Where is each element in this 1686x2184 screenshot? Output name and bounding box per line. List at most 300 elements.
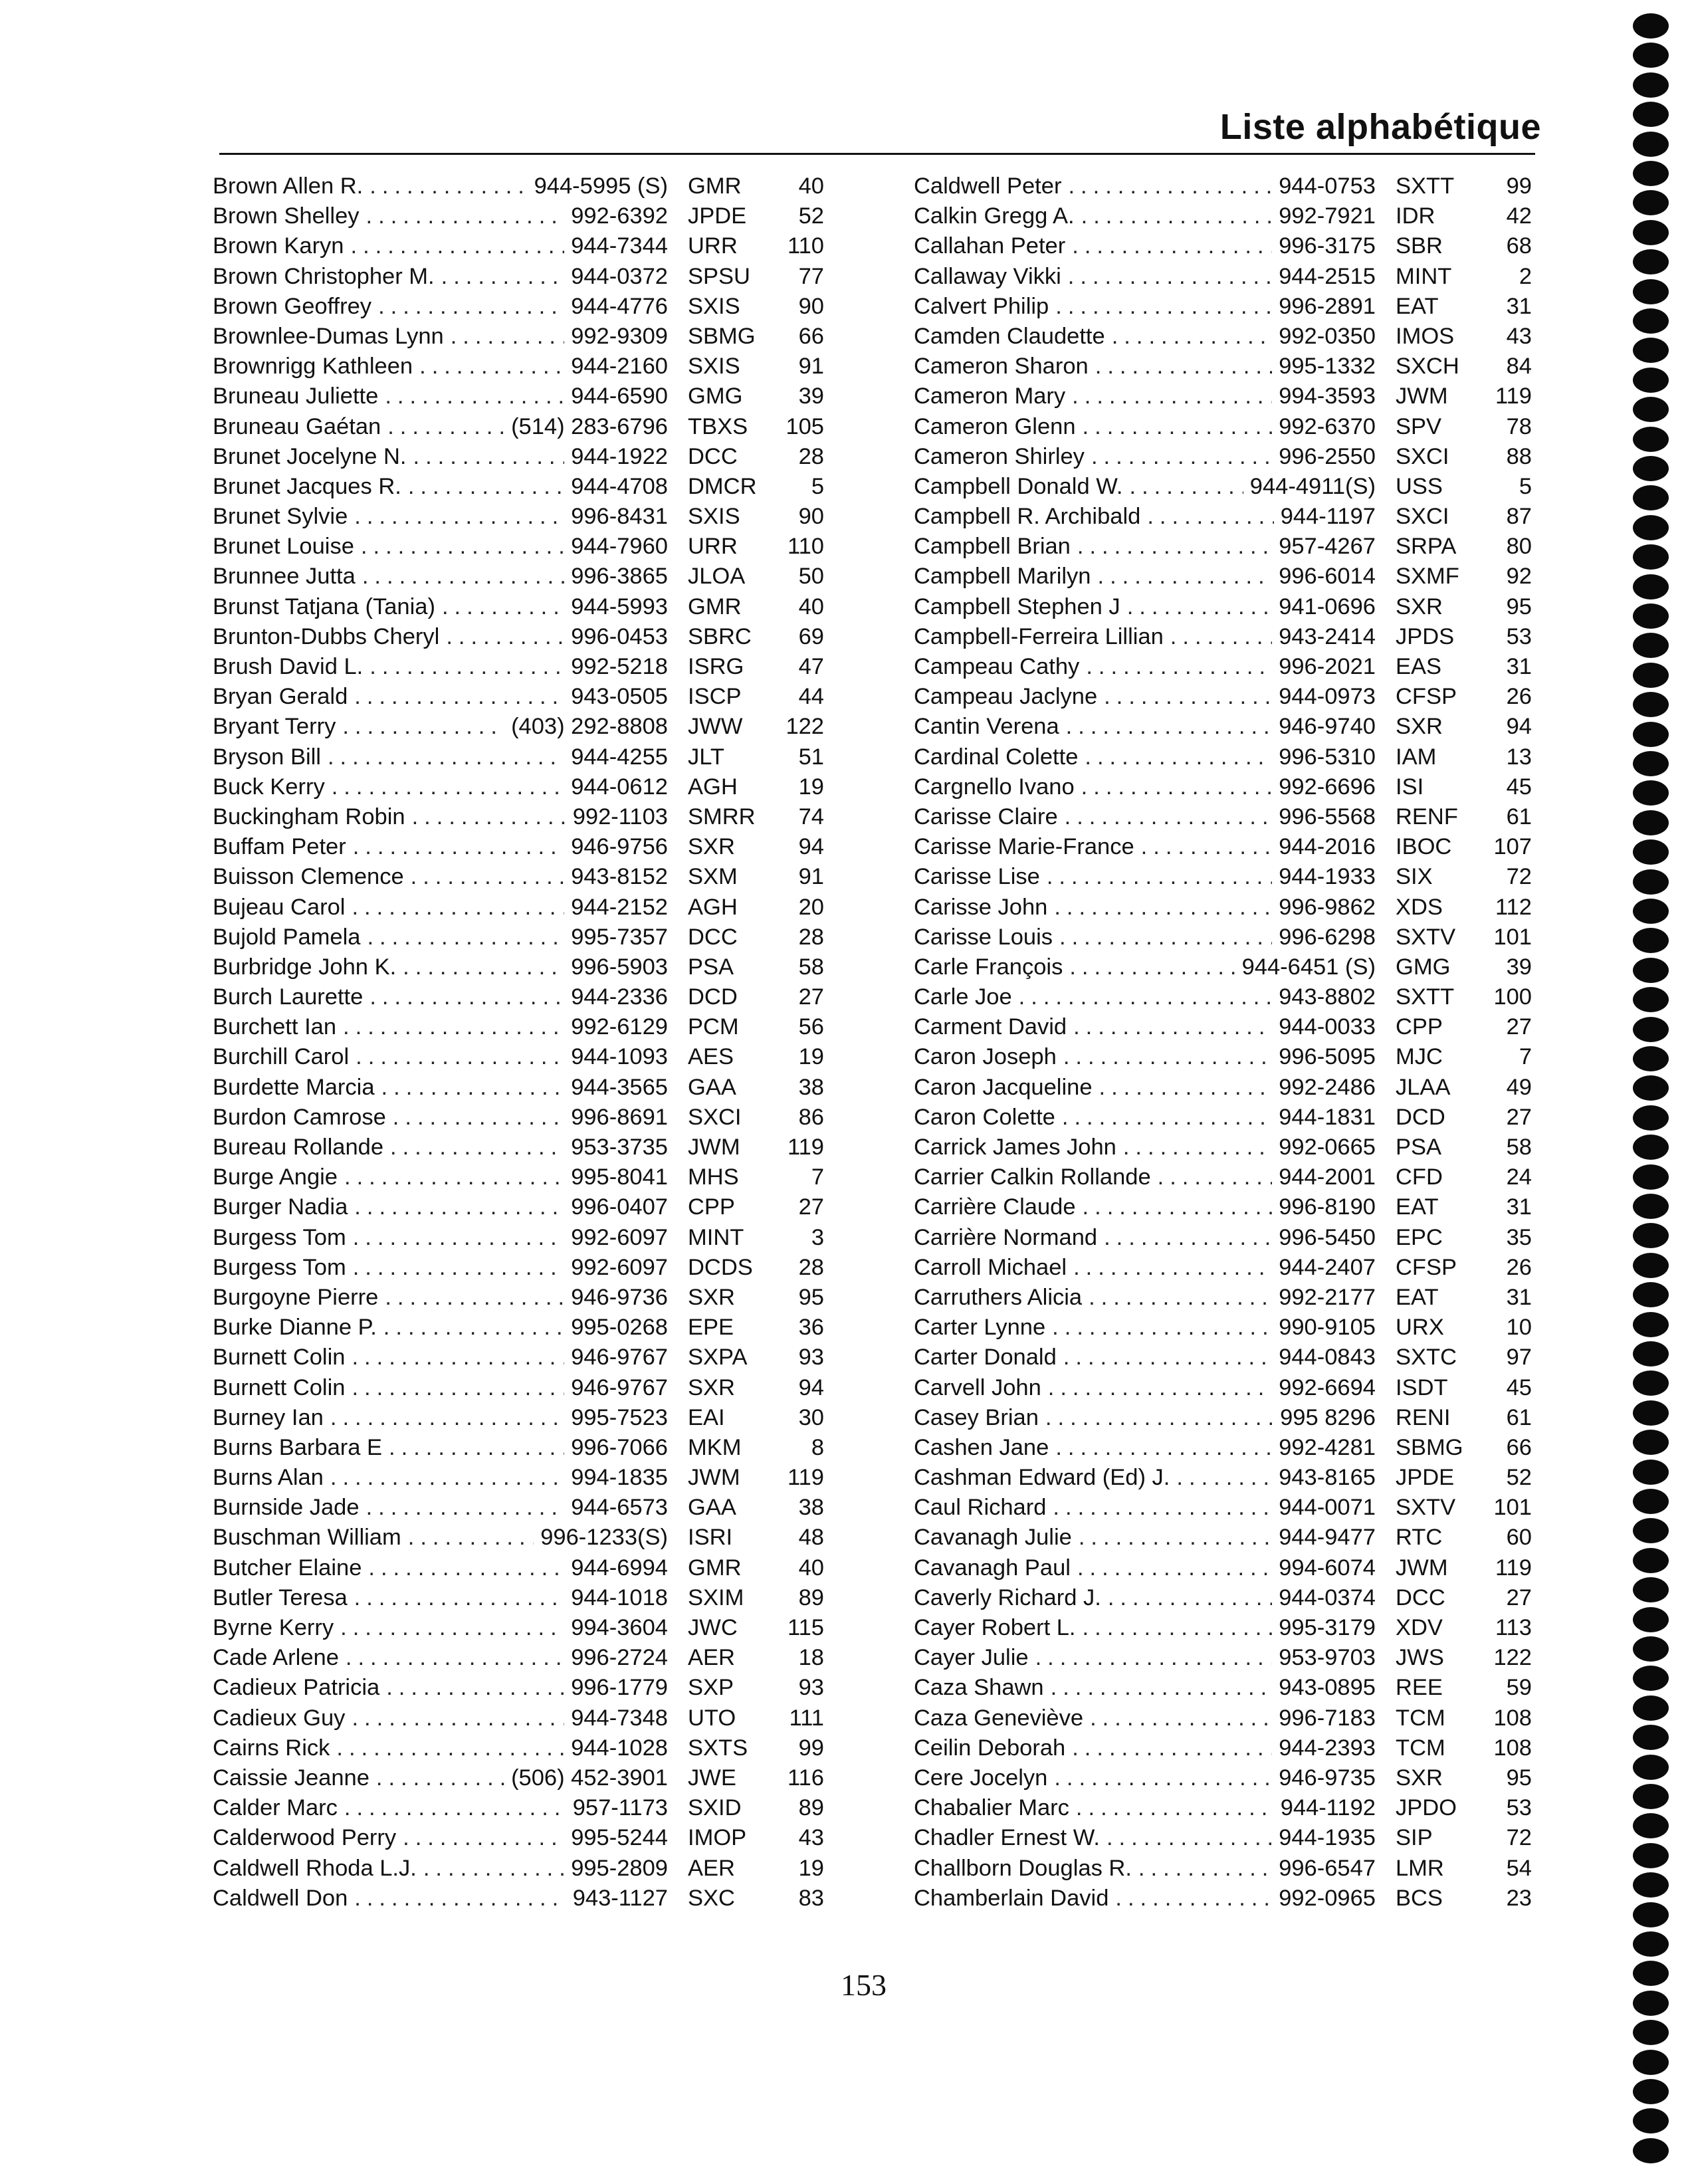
entry-name: Bureau Rollande [213,1135,384,1160]
entry-number: 38 [798,1495,824,1521]
entry-name: Brush David L. [213,654,364,679]
directory-entry [914,201,1532,231]
dot-leader [1091,442,1272,472]
entry-code: JLT [688,744,724,770]
entry-name: Camden Claudette [914,323,1105,349]
binding-hole [1633,1577,1669,1602]
entry-phone: 992-0965 [1279,1885,1376,1911]
dot-leader [1099,1073,1273,1103]
entry-code: URR [688,534,738,560]
entry-name: Burgess Tom [213,1254,346,1280]
entry-name: Brunnee Jutta [213,564,356,590]
binding-hole [1633,899,1669,924]
entry-number: 60 [1506,1525,1532,1551]
directory-entry [914,1433,1532,1463]
dot-leader [1048,1373,1272,1403]
directory-entry [914,1253,1532,1283]
entry-number: 68 [1506,233,1532,259]
entry-number: 36 [798,1315,824,1341]
entry-phone: 996-6547 [1279,1855,1376,1881]
directory-entry [914,1403,1532,1433]
entry-name: Calkin Gregg A. [914,203,1075,229]
entry-name: Callahan Peter [914,233,1066,259]
entry-name: Callaway Vikki [914,263,1061,289]
entry-code: AER [688,1645,735,1671]
entry-name: Carter Donald [914,1345,1057,1370]
binding-hole [1633,839,1669,865]
entry-name: Casey Brian [914,1404,1039,1430]
entry-name: Carisse Marie-France [914,834,1134,860]
entry-number: 58 [1506,1135,1532,1160]
entry-name: Buffam Peter [213,834,346,860]
directory-entry [914,382,1532,411]
entry-name: Burnett Colin [213,1374,346,1400]
entry-phone: 944-2016 [1279,834,1376,860]
entry-phone: 995-7523 [571,1404,668,1430]
directory-entry [213,1673,824,1703]
directory-entry [914,862,1532,892]
dot-leader [343,1012,564,1042]
entry-phone: 996-8431 [571,504,668,530]
directory-entry [213,1373,824,1403]
dot-leader [332,772,564,802]
directory-entry [914,622,1532,652]
entry-phone: 995-5244 [571,1825,668,1851]
entry-name: Burnett Colin [213,1345,346,1370]
dot-leader [441,262,565,292]
entry-number: 3 [811,1224,824,1250]
entry-code: DCC [688,443,738,469]
binding-hole [1633,1518,1669,1543]
binding-hole [1633,1666,1669,1691]
spiral-binding [1633,13,1671,2167]
entry-code: SXMF [1396,564,1459,590]
directory-entry [213,1613,824,1643]
directory-entry [914,1493,1532,1523]
entry-phone: 996-0407 [571,1194,668,1220]
dot-leader [423,1854,564,1884]
directory-entry [213,1192,824,1222]
entry-phone: 996-0453 [571,623,668,649]
dot-leader [1123,1133,1272,1162]
directory-entry [213,1162,824,1192]
dot-leader [354,502,564,532]
entry-code: SBMG [1396,1434,1463,1460]
entry-name: Chabalier Marc [914,1795,1069,1821]
binding-hole [1633,220,1669,245]
entry-number: 95 [1506,594,1532,619]
entry-number: 91 [798,864,824,890]
entry-code: SPV [1396,413,1442,439]
entry-code: JWW [688,714,743,740]
entry-phone: 996-8691 [571,1104,668,1130]
entry-number: 66 [798,323,824,349]
entry-phone: 992-6097 [571,1254,668,1280]
entry-phone: 944-7344 [571,233,668,259]
entry-number: 100 [1493,984,1532,1010]
dot-leader [1055,292,1272,322]
directory-entry [914,1823,1532,1853]
directory-entry [914,1343,1532,1372]
binding-hole [1633,780,1669,806]
entry-code: GMG [1396,954,1451,980]
entry-number: 88 [1506,443,1532,469]
entry-code: SXP [688,1675,734,1701]
directory-entry [914,1373,1532,1403]
entry-phone: 943-2414 [1279,623,1376,649]
binding-hole [1633,515,1669,540]
entry-name: Cayer Robert L. [914,1615,1076,1640]
entry-phone: 957-4267 [1279,534,1376,560]
entry-phone: 946-9767 [571,1345,668,1370]
entry-name: Buschman William [213,1525,401,1551]
entry-code: SXPA [688,1345,748,1370]
dot-leader [354,1884,566,1913]
binding-hole [1633,544,1669,570]
entry-name: Brown Allen R. [213,173,364,199]
binding-hole [1633,1636,1669,1662]
entry-name: Butcher Elaine [213,1555,362,1581]
entry-phone: 944-0753 [1279,173,1376,199]
entry-phone: 996-5095 [1279,1044,1376,1070]
entry-code: URR [688,233,738,259]
entry-code: SXTT [1396,173,1455,199]
entry-phone: 992-6696 [1279,774,1376,800]
entry-phone: 944-2336 [571,984,668,1010]
directory-entry [213,592,824,622]
dot-leader [344,1793,566,1823]
entry-name: Cavanagh Julie [914,1525,1072,1551]
dot-leader [1083,412,1273,442]
entry-number: 77 [798,263,824,289]
entry-code: JPDS [1396,623,1455,649]
entry-phone: 944-6590 [571,383,668,409]
dot-leader [366,201,565,231]
directory-entry [213,1073,824,1103]
directory-entry [213,1523,824,1553]
entry-code: AES [688,1044,734,1070]
directory-entry [213,1133,824,1162]
directory-entry [914,923,1532,952]
dot-leader [419,352,564,382]
entry-phone: 996-5310 [1279,744,1376,770]
directory-entry [213,412,824,442]
entry-code: DCC [1396,1584,1445,1610]
entry-number: 122 [1493,1645,1532,1671]
binding-hole [1633,1548,1669,1573]
entry-code: CFD [1396,1164,1443,1190]
binding-hole [1633,427,1669,452]
dot-leader [408,1523,534,1553]
directory-entry [914,1012,1532,1042]
directory-entry [914,1884,1532,1913]
entry-name: Cameron Sharon [914,354,1089,380]
directory-entry [213,1343,824,1372]
entry-name: Burnside Jade [213,1495,360,1521]
dot-leader [1059,923,1272,952]
dot-leader [346,1643,564,1673]
binding-hole [1633,1400,1669,1426]
entry-code: JPDE [1396,1465,1455,1491]
entry-number: 97 [1506,1345,1532,1370]
directory-entry [213,231,824,261]
entry-name: Campeau Cathy [914,654,1080,679]
entry-phone: 992-6392 [571,203,668,229]
dot-leader [1077,532,1272,562]
dot-leader [1090,1703,1272,1733]
entry-name: Cardinal Colette [914,744,1079,770]
dot-leader [1158,1162,1273,1192]
entry-number: 115 [787,1615,824,1640]
dot-leader [413,442,564,472]
binding-hole [1633,368,1669,393]
entry-number: 27 [1506,1104,1532,1130]
left-column [213,171,824,1913]
entry-number: 26 [1506,684,1532,710]
dot-leader [1066,712,1273,742]
dot-leader [1053,1493,1272,1523]
entry-phone: 944-1197 [1280,504,1376,530]
entry-code: PSA [688,954,734,980]
entry-code: JWM [1396,383,1448,409]
binding-hole [1633,1784,1669,1809]
entry-name: Cairns Rick [213,1735,330,1761]
dot-leader [1106,1823,1272,1853]
dot-leader [1047,862,1272,892]
entry-number: 61 [1506,804,1532,829]
dot-leader [1112,322,1273,352]
directory-entry [213,862,824,892]
entry-code: URX [1396,1315,1444,1341]
dot-leader [1065,802,1273,832]
entry-code: MINT [1396,263,1452,289]
entry-number: 93 [798,1675,824,1701]
binding-hole [1633,663,1669,688]
entry-number: 52 [1506,1465,1532,1491]
entry-number: 26 [1506,1254,1532,1280]
directory-entry [213,622,824,652]
directory-entry [213,1643,824,1673]
entry-number: 58 [798,954,824,980]
entry-number: 72 [1506,864,1532,890]
entry-phone: 944-4911(S) [1249,473,1376,499]
entry-number: 83 [798,1885,824,1911]
entry-code: SXM [688,864,738,890]
directory-entry [213,562,824,592]
entry-code: IBOC [1396,834,1452,860]
entry-phone: 946-9735 [1279,1765,1376,1791]
entry-number: 8 [811,1434,824,1460]
entry-name: Chadler Ernest W. [914,1825,1100,1851]
entry-phone: 941-0696 [1279,594,1376,619]
directory-entry [914,652,1532,682]
directory-entry [213,1463,824,1493]
entry-phone: 944-4708 [571,473,668,499]
entry-phone: 992-6097 [571,1224,668,1250]
entry-phone: 943-8152 [571,864,668,890]
entry-phone: 953-9703 [1279,1645,1376,1671]
entry-name: Cameron Glenn [914,413,1076,439]
binding-hole [1633,633,1669,658]
entry-code: SXTS [688,1735,748,1761]
dot-leader [369,171,527,201]
dot-leader [1045,1403,1273,1433]
entry-name: Carrier Calkin Rollande [914,1164,1151,1190]
entry-number: 28 [798,1254,824,1280]
entry-code: ISCP [688,684,742,710]
dot-leader [451,322,564,352]
entry-phone: 944-0973 [1279,684,1376,710]
binding-hole [1633,810,1669,835]
entry-number: 89 [798,1584,824,1610]
directory-entry [213,502,824,532]
entry-number: 110 [787,534,824,560]
entry-phone: 996-6298 [1279,924,1376,950]
page-number: 153 [841,1968,887,2002]
directory-entry [914,832,1532,862]
entry-phone: 996-5450 [1279,1224,1376,1250]
entry-number: 31 [1506,1284,1532,1310]
binding-hole [1633,1282,1669,1307]
dot-leader [1176,1463,1272,1493]
binding-hole [1633,1902,1669,1927]
entry-code: SIP [1396,1825,1433,1851]
entry-name: Cavanagh Paul [914,1555,1071,1581]
entry-code: XDV [1396,1615,1443,1640]
entry-name: Brunet Sylvie [213,504,348,530]
entry-name: Caverly Richard J. [914,1584,1101,1610]
entry-code: SXC [688,1885,735,1911]
entry-number: 111 [789,1705,824,1731]
directory-entry [213,1223,824,1253]
binding-hole [1633,2020,1669,2045]
entry-number: 40 [798,594,824,619]
entry-phone: 994-3604 [571,1615,668,1640]
directory-entry [914,1673,1532,1703]
dot-leader [383,1313,564,1343]
entry-number: 54 [1506,1855,1532,1881]
directory-entry [914,1313,1532,1343]
entry-number: 28 [798,443,824,469]
entry-name: Carroll Michael [914,1254,1067,1280]
entry-number: 39 [1506,954,1532,980]
entry-code: REE [1396,1675,1443,1701]
entry-name: Bryan Gerald [213,684,348,710]
entry-phone: 944-0612 [571,774,668,800]
binding-hole [1633,1046,1669,1071]
dot-leader [1073,1253,1272,1283]
entry-code: SXCI [688,1104,742,1130]
dot-leader [1141,832,1273,862]
entry-code: EPC [1396,1224,1443,1250]
entry-code: SXTT [1396,984,1455,1010]
entry-number: 105 [786,413,824,439]
entry-code: ISI [1396,774,1424,800]
entry-phone: 953-3735 [571,1135,668,1160]
entry-code: JWM [688,1465,740,1491]
entry-phone: 994-1835 [571,1465,668,1491]
binding-hole [1633,2079,1669,2104]
entry-code: JLAA [1396,1074,1451,1100]
entry-code: GAA [688,1074,736,1100]
entry-number: 43 [798,1825,824,1851]
entry-number: 30 [798,1404,824,1430]
entry-number: 74 [798,804,824,829]
dot-leader [386,1673,564,1703]
entry-code: USS [1396,473,1443,499]
binding-hole [1633,1460,1669,1485]
dot-leader [1035,1643,1273,1673]
entry-phone: 944-6994 [571,1555,668,1581]
dot-leader [381,1073,565,1103]
entry-name: Burns Alan [213,1465,324,1491]
directory-entry [914,682,1532,712]
entry-number: 27 [1506,1584,1532,1610]
entry-number: 27 [798,1194,824,1220]
directory-entry [914,1283,1532,1313]
entry-phone: 992-2486 [1279,1074,1376,1100]
entry-name: Caron Colette [914,1104,1055,1130]
entry-number: 7 [1519,1044,1532,1070]
entry-name: Caul Richard [914,1495,1047,1521]
entry-phone: 996-8190 [1279,1194,1376,1220]
directory-entry [914,1643,1532,1673]
entry-code: TCM [1396,1705,1445,1731]
entry-name: Brown Geoffrey [213,293,372,319]
entry-number: 113 [1495,1615,1532,1640]
directory-entry [914,1162,1532,1192]
entry-name: Bruneau Juliette [213,383,379,409]
entry-code: ISDT [1396,1374,1448,1400]
entry-number: 61 [1506,1404,1532,1430]
dot-leader [328,742,564,772]
entry-name: Caron Jacqueline [914,1074,1093,1100]
dot-leader [344,1162,564,1192]
entry-name: Chamberlain David [914,1885,1109,1911]
right-column [914,171,1532,1913]
entry-phone: 995-8041 [571,1164,668,1190]
entry-code: SBR [1396,233,1443,259]
entry-name: Campbell R. Archibald [914,504,1141,530]
binding-hole [1633,1872,1669,1898]
entry-phone: 944-5993 [571,594,668,619]
entry-phone: 944-2001 [1279,1164,1376,1190]
dot-leader [411,862,565,892]
entry-number: 94 [798,1374,824,1400]
binding-hole [1633,132,1669,157]
entry-code: AER [688,1855,735,1881]
entry-code: GMR [688,1555,742,1581]
directory-entry [213,1012,824,1042]
entry-code: GMR [688,173,742,199]
dot-leader [1063,1343,1272,1372]
entry-phone: 944-1922 [571,443,668,469]
dot-leader [390,1133,564,1162]
dot-leader [1079,1523,1272,1553]
entry-code: PCM [688,1014,739,1040]
entry-number: 101 [1493,924,1532,950]
entry-phone: 996-2891 [1279,293,1376,319]
entry-phone: 944-0033 [1279,1014,1376,1040]
entry-code: EAT [1396,1284,1439,1310]
entry-name: Cashen Jane [914,1434,1049,1460]
entry-code: GMG [688,383,743,409]
directory-entry [914,1463,1532,1493]
entry-code: SXCH [1396,354,1459,380]
entry-phone: 943-8165 [1279,1465,1376,1491]
entry-number: 94 [798,834,824,860]
dot-leader [330,1403,564,1433]
